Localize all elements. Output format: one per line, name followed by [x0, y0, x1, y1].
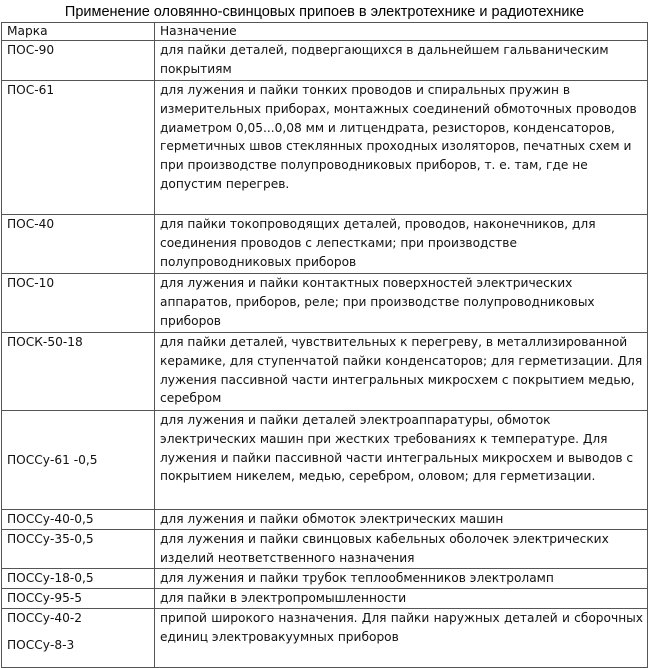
- row-brand: ПОССу-95-5: [2, 589, 155, 609]
- row-brand-line: ПОССу-8-3: [7, 637, 75, 652]
- row-purpose: для лужения и пайки тонких проводов и спиральных пружин в измерительных приборах, монтажных соединений обмоточных проводов диаметром 0,05...0,08 мм и литцендрата, резисторов, конденсаторов, герметичных швов стеклянных проходных изоляторов, печатных схем и при производстве полупроводниковых приборов, т. е. там, где не допустим перегрев.: [155, 81, 648, 215]
- row-purpose: для пайки в электропромышленности: [155, 589, 648, 609]
- table-row: [2, 81, 648, 215]
- header-purpose: Назначение: [155, 23, 648, 41]
- table-row: [2, 569, 648, 589]
- document-title: Применение оловянно-свинцовых припоев в электротехнике и радиотехнике: [64, 4, 585, 20]
- row-purpose: для лужения и пайки обмоток электрических машин: [155, 510, 648, 530]
- row-purpose: для пайки деталей, подвергающихся в дальнейшем гальваническим покрытиям: [155, 41, 648, 81]
- row-purpose: для лужения и пайки трубок теплообменников электроламп: [155, 569, 648, 589]
- row-purpose: для лужения и пайки контактных поверхностей электрических аппаратов, приборов, реле; при производстве полупроводниковых приборов: [155, 274, 648, 333]
- row-brand: ПОС-90: [2, 41, 155, 81]
- row-brand: ПОССу-35-0,5: [2, 530, 155, 569]
- row-purpose: для лужения и пайки деталей электроаппаратуры, обмоток электрических машин при жестких требованиях к температуре. Для лужения и пайки пассивной части интегральных микросхем и выводов с покрытием никелем, медью, серебром, оловом; для герметизации.: [155, 411, 648, 510]
- row-brand: ПОС-61: [2, 81, 155, 215]
- row-brand: ПОС-10: [2, 274, 155, 333]
- solder-table: [1, 22, 648, 668]
- row-purpose: припой широкого назначения. Для пайки наружных деталей и сборочных единиц электровакуумных приборов: [155, 609, 648, 668]
- row-brand: ПОССу-61 -0,5: [2, 411, 155, 510]
- table-row: [2, 510, 648, 530]
- table-row: [2, 411, 648, 510]
- table-row: [2, 333, 648, 411]
- table-row: [2, 530, 648, 569]
- header-brand: Марка: [2, 23, 155, 41]
- table-row: [2, 609, 648, 668]
- table-row: [2, 274, 648, 333]
- row-purpose: для пайки деталей, чувствительных к перегреву, в металлизированной керамике, для ступенчатой пайки конденсаторов; для герметизации. Для лужения пассивной части интегральных микросхем с покрытием медью, серебром: [155, 333, 648, 411]
- row-brand: ПОССу-40-0,5: [2, 510, 155, 530]
- table-row: [2, 215, 648, 274]
- table-row: [2, 41, 648, 81]
- row-brand: ПОСК-50-18: [2, 333, 155, 411]
- row-brand: ПОССу-18-0,5: [2, 569, 155, 589]
- row-purpose: для лужения и пайки свинцовых кабельных оболочек электрических изделий неответственного назначения: [155, 530, 648, 569]
- row-purpose: для пайки токопроводящих деталей, проводов, наконечников, для соединения проводов с лепестками; при производстве полупроводниковых приборов: [155, 215, 648, 274]
- row-brand: ПОС-40: [2, 215, 155, 274]
- table-header-row: [2, 23, 648, 41]
- row-brand: [2, 609, 155, 668]
- table-row: [2, 589, 648, 609]
- row-brand-line: ПОССу-40-2: [7, 611, 83, 625]
